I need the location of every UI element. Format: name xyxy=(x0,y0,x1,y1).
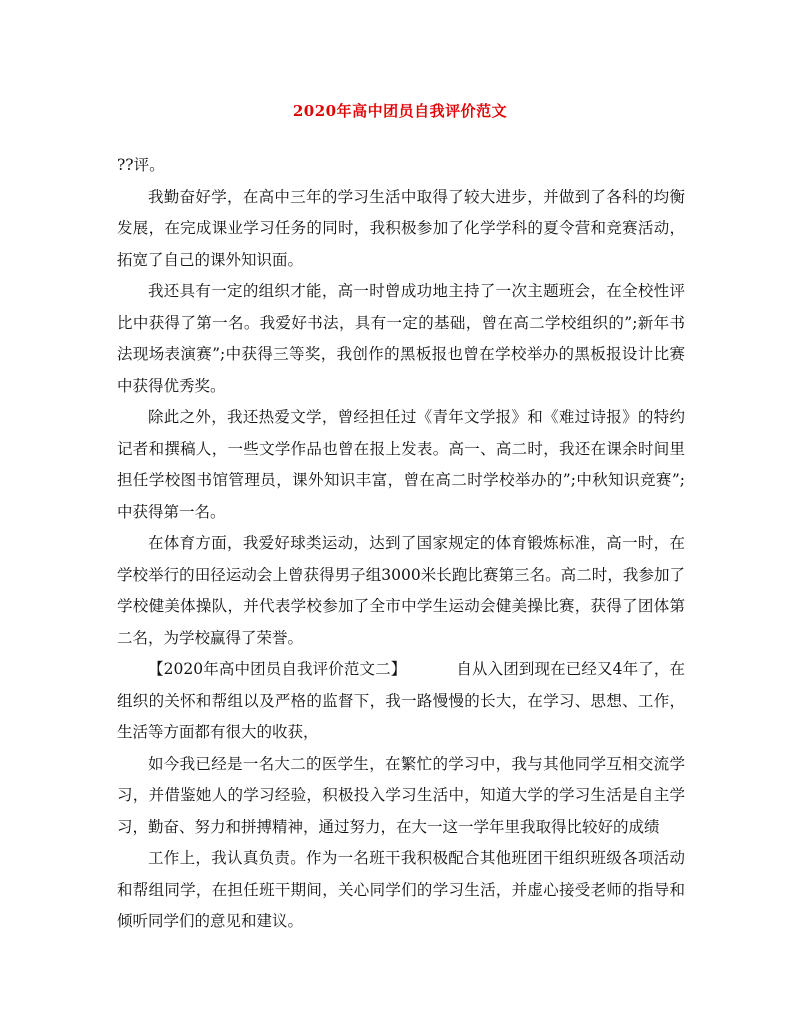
paragraph-literature: 除此之外，我还热爱文学，曾经担任过《青年文学报》和《难过诗报》的特约记者和撰稿人，一些文学作品也曾在报上发表。高一、高二时，我还在课余时间里担任学校图书馆管理员，课外知识丰富，曾在高二时学校举办的”;中秋知识竞赛”;中获得第一名。 xyxy=(117,408,685,521)
paragraph-university: 如今我已经是一名大二的医学生，在繁忙的学习中，我与其他同学互相交流学习，并借鉴她人的学习经验，积极投入学习生活中，知道大学的学习生活是自主学习，勤奋、努力和拼搏精神，通过努力，在大一这一学年里我取得比较好的成绩 xyxy=(117,754,685,836)
paragraph-sports: 在体育方面，我爱好球类运动，达到了国家规定的体育锻炼标准，高一时，在学校举行的田径运动会上曾获得男子组3000米长跑比赛第三名。高二时，我参加了学校健美体操队，并代表学校参加了全市中学生运动会健美操比赛，获得了团体第二名，为学校赢得了荣誉。 xyxy=(117,534,685,647)
paragraph-work: 工作上，我认真负责。作为一名班干我积极配合其他班团干组织班级各项活动和帮组同学，在担任班干期间，关心同学们的学习生活，并虚心接受老师的指导和倾听同学们的意见和建议。 xyxy=(117,849,685,930)
paragraph-study: 我勤奋好学，在高中三年的学习生活中取得了较大进步，并做到了各科的均衡发展，在完成课业学习任务的同时，我积极参加了化学学科的夏令营和竞赛活动，拓宽了自己的课外知识面。 xyxy=(117,187,685,269)
document-body xyxy=(117,150,685,938)
paragraph-section-two xyxy=(117,654,685,749)
section-two-heading: 【2020年高中团员自我评价范文二】 xyxy=(148,660,407,678)
paragraph-organization: 我还具有一定的组织才能，高一时曾成功地主持了一次主题班会，在全校性评比中获得了第一名。我爱好书法，具有一定的基础，曾在高二学校组织的”;新年书法现场表演赛”;中获得三等奖，我创作的黑板报也曾在学校举办的黑板报设计比赛中获得优秀奖。 xyxy=(117,282,685,395)
section-two-text: 自从入团到现在已经又4年了，在组织的关怀和帮组以及严格的监督下，我一路慢慢的长大，在学习、思想、工作，生活等方面都有很大的收获， xyxy=(117,660,685,741)
paragraph-intro: ??评。 xyxy=(117,156,165,174)
document-title: 2020年高中团员自我评价范文 xyxy=(292,102,508,120)
